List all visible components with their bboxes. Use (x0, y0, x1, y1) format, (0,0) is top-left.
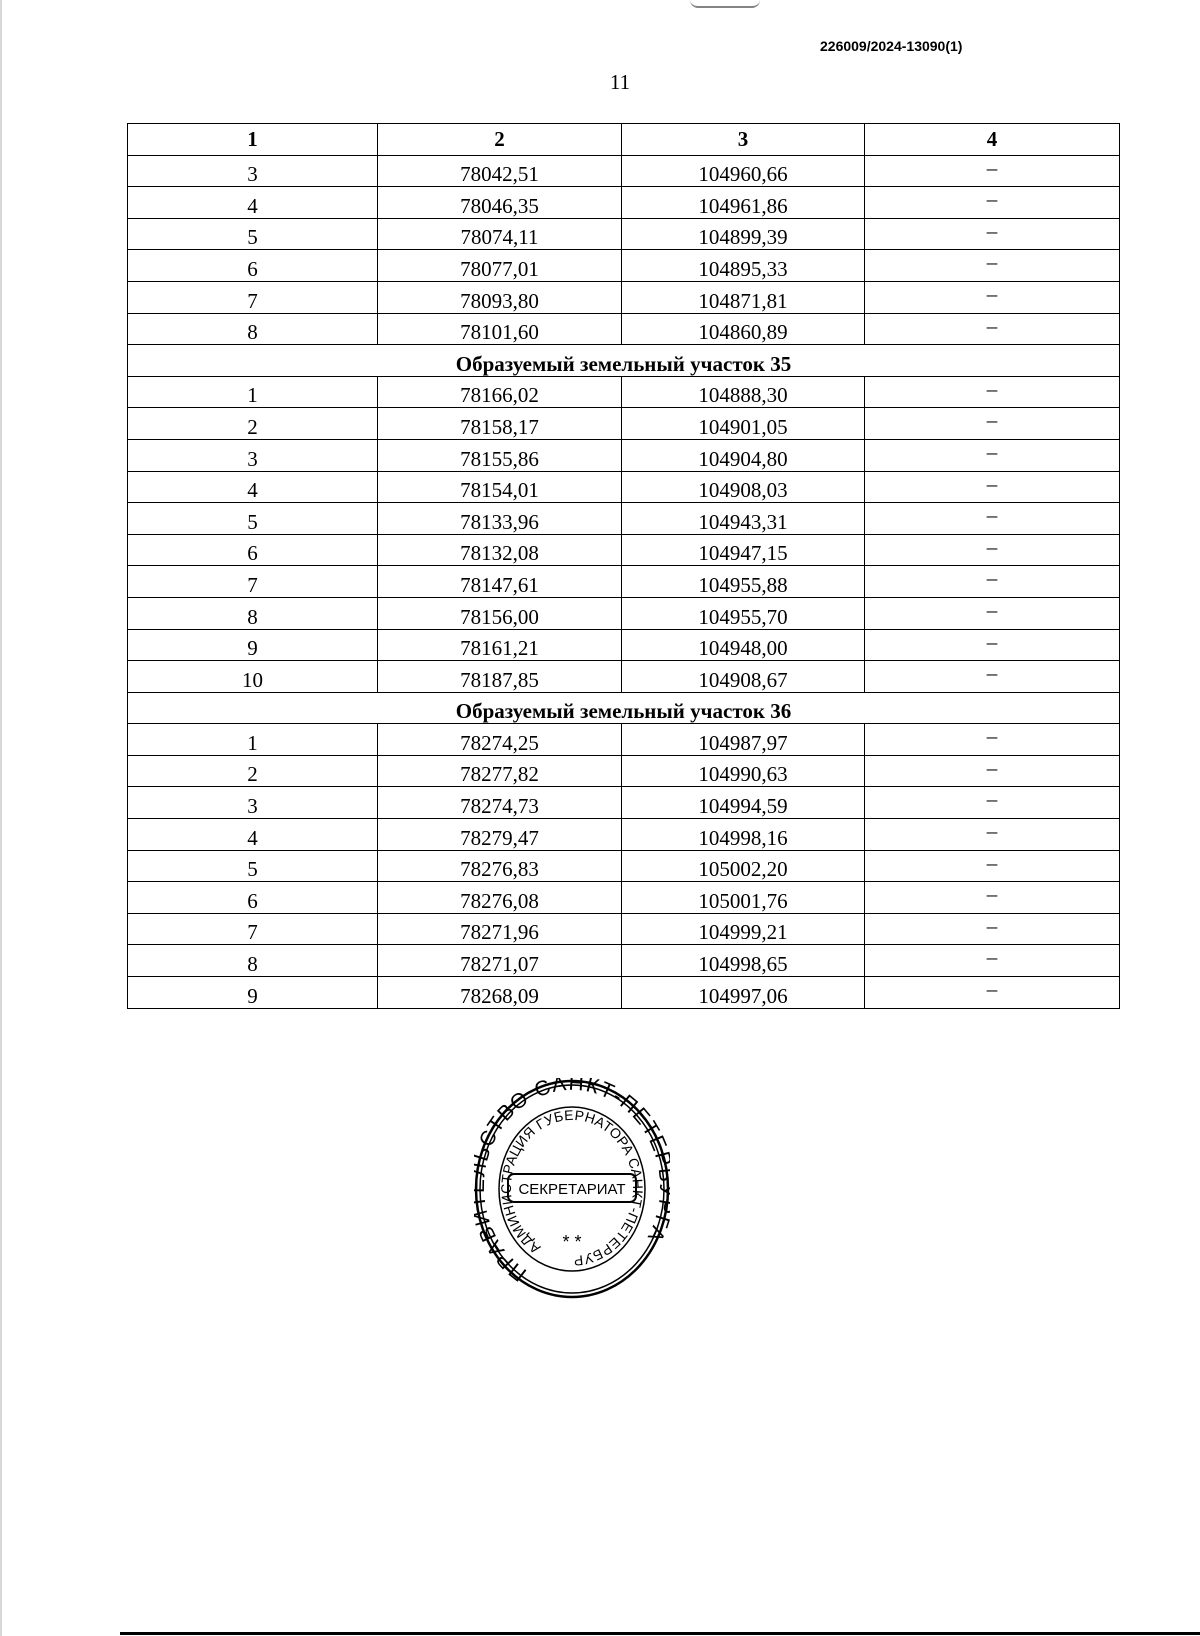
point-number-cell: 6 (128, 250, 378, 282)
point-number-cell: 7 (128, 913, 378, 945)
y-coordinate-cell: 104904,80 (622, 439, 865, 471)
point-number-cell: 9 (128, 629, 378, 661)
x-coordinate-cell: 78133,96 (378, 503, 622, 535)
table-row (128, 597, 1120, 629)
y-coordinate-cell: 104895,33 (622, 250, 865, 282)
table-row (128, 977, 1120, 1009)
x-coordinate-cell: 78132,08 (378, 534, 622, 566)
y-coordinate-cell: 104860,89 (622, 313, 865, 345)
column-4-cell: – (865, 471, 1120, 503)
x-coordinate-cell: 78277,82 (378, 755, 622, 787)
table-body (128, 155, 1120, 1008)
section-heading: Образуемый земельный участок 35 (128, 345, 1120, 377)
column-4-cell: – (865, 850, 1120, 882)
y-coordinate-cell: 104998,65 (622, 945, 865, 977)
column-4-cell: – (865, 313, 1120, 345)
column-4-cell: – (865, 250, 1120, 282)
point-number-cell: 1 (128, 376, 378, 408)
table-row (128, 313, 1120, 345)
point-number-cell: 1 (128, 724, 378, 756)
x-coordinate-cell: 78279,47 (378, 819, 622, 851)
table-row (128, 566, 1120, 598)
column-4-cell: – (865, 913, 1120, 945)
table-row (128, 945, 1120, 977)
point-number-cell: 7 (128, 566, 378, 598)
column-4-cell: – (865, 503, 1120, 535)
page-edge (0, 0, 2, 1636)
table-row (128, 850, 1120, 882)
column-4-cell: – (865, 534, 1120, 566)
column-4-cell: – (865, 439, 1120, 471)
column-4-cell: – (865, 566, 1120, 598)
coordinates-table (127, 123, 1120, 1009)
x-coordinate-cell: 78268,09 (378, 977, 622, 1009)
column-4-cell: – (865, 755, 1120, 787)
point-number-cell: 4 (128, 471, 378, 503)
column-4-cell: – (865, 882, 1120, 914)
y-coordinate-cell: 104955,70 (622, 597, 865, 629)
point-number-cell: 3 (128, 439, 378, 471)
table-row (128, 281, 1120, 313)
table-row (128, 439, 1120, 471)
x-coordinate-cell: 78158,17 (378, 408, 622, 440)
y-coordinate-cell: 104987,97 (622, 724, 865, 756)
x-coordinate-cell: 78156,00 (378, 597, 622, 629)
y-coordinate-cell: 104908,03 (622, 471, 865, 503)
table-row (128, 882, 1120, 914)
column-4-cell: – (865, 408, 1120, 440)
point-number-cell: 2 (128, 408, 378, 440)
y-coordinate-cell: 104955,88 (622, 566, 865, 598)
table-row (128, 724, 1120, 756)
x-coordinate-cell: 78155,86 (378, 439, 622, 471)
seal-center-text: СЕКРЕТАРИАТ (518, 1181, 626, 1198)
section-heading-row (128, 692, 1120, 724)
seal-outer-text: ПРАВ СТВО САНКТ-ПЕТЕ А (474, 1078, 670, 1286)
y-coordinate-cell: 104948,00 (622, 629, 865, 661)
y-coordinate-cell: 104960,66 (622, 155, 865, 187)
point-number-cell: 4 (128, 187, 378, 219)
x-coordinate-cell: 78274,73 (378, 787, 622, 819)
table-row (128, 376, 1120, 408)
point-number-cell: 3 (128, 155, 378, 187)
table-row (128, 250, 1120, 282)
table-row (128, 819, 1120, 851)
y-coordinate-cell: 104961,86 (622, 187, 865, 219)
table-row (128, 534, 1120, 566)
column-4-cell: – (865, 724, 1120, 756)
point-number-cell: 8 (128, 597, 378, 629)
official-seal (474, 1078, 670, 1300)
column-header: 4 (865, 124, 1120, 156)
table-row (128, 408, 1120, 440)
x-coordinate-cell: 78166,02 (378, 376, 622, 408)
y-coordinate-cell: 104998,16 (622, 819, 865, 851)
column-header: 2 (378, 124, 622, 156)
y-coordinate-cell: 104990,63 (622, 755, 865, 787)
x-coordinate-cell: 78042,51 (378, 155, 622, 187)
point-number-cell: 8 (128, 313, 378, 345)
page-number: 11 (609, 70, 631, 94)
point-number-cell: 5 (128, 218, 378, 250)
table-row (128, 503, 1120, 535)
x-coordinate-cell: 78271,96 (378, 913, 622, 945)
y-coordinate-cell: 104997,06 (622, 977, 865, 1009)
point-number-cell: 6 (128, 882, 378, 914)
y-coordinate-cell: 105002,20 (622, 850, 865, 882)
y-coordinate-cell: 105001,76 (622, 882, 865, 914)
table-row (128, 913, 1120, 945)
scan-artifact (690, 0, 760, 8)
column-4-cell: – (865, 661, 1120, 693)
column-4-cell: – (865, 945, 1120, 977)
section-heading: Образуемый земельный участок 36 (128, 692, 1120, 724)
x-coordinate-cell: 78276,83 (378, 850, 622, 882)
point-number-cell: 10 (128, 661, 378, 693)
column-4-cell: – (865, 187, 1120, 219)
point-number-cell: 2 (128, 755, 378, 787)
document-id: 226009/2024-13090(1) (820, 38, 963, 54)
y-coordinate-cell: 104871,81 (622, 281, 865, 313)
column-4-cell: – (865, 218, 1120, 250)
x-coordinate-cell: 78046,35 (378, 187, 622, 219)
x-coordinate-cell: 78271,07 (378, 945, 622, 977)
section-heading-row (128, 345, 1120, 377)
point-number-cell: 8 (128, 945, 378, 977)
x-coordinate-cell: 78093,80 (378, 281, 622, 313)
table-row (128, 187, 1120, 219)
point-number-cell: 7 (128, 281, 378, 313)
y-coordinate-cell: 104943,31 (622, 503, 865, 535)
column-4-cell: – (865, 819, 1120, 851)
column-4-cell: – (865, 787, 1120, 819)
table-row (128, 471, 1120, 503)
column-4-cell: – (865, 597, 1120, 629)
y-coordinate-cell: 104994,59 (622, 787, 865, 819)
table-row (128, 661, 1120, 693)
x-coordinate-cell: 78077,01 (378, 250, 622, 282)
y-coordinate-cell: 104899,39 (622, 218, 865, 250)
x-coordinate-cell: 78101,60 (378, 313, 622, 345)
y-coordinate-cell: 104999,21 (622, 913, 865, 945)
column-4-cell: – (865, 281, 1120, 313)
x-coordinate-cell: 78154,01 (378, 471, 622, 503)
y-coordinate-cell: 104947,15 (622, 534, 865, 566)
seal-inner-text: АДМИНИСТРАЦИЯ ГУБЕРНАТОРА САНКТ-ПЕТЕРБУР (497, 1106, 647, 1270)
point-number-cell: 9 (128, 977, 378, 1009)
table-row (128, 155, 1120, 187)
scan-edge-line (120, 1632, 1200, 1635)
column-4-cell: – (865, 155, 1120, 187)
point-number-cell: 4 (128, 819, 378, 851)
table-header-row (128, 124, 1120, 156)
y-coordinate-cell: 104888,30 (622, 376, 865, 408)
column-header: 3 (622, 124, 865, 156)
point-number-cell: 5 (128, 503, 378, 535)
y-coordinate-cell: 104901,05 (622, 408, 865, 440)
x-coordinate-cell: 78276,08 (378, 882, 622, 914)
x-coordinate-cell: 78147,61 (378, 566, 622, 598)
seal-stars: * * (562, 1232, 582, 1252)
x-coordinate-cell: 78161,21 (378, 629, 622, 661)
point-number-cell: 6 (128, 534, 378, 566)
table-row (128, 218, 1120, 250)
column-header: 1 (128, 124, 378, 156)
x-coordinate-cell: 78074,11 (378, 218, 622, 250)
table-row (128, 629, 1120, 661)
x-coordinate-cell: 78187,85 (378, 661, 622, 693)
point-number-cell: 3 (128, 787, 378, 819)
column-4-cell: – (865, 376, 1120, 408)
column-4-cell: – (865, 629, 1120, 661)
column-4-cell: – (865, 977, 1120, 1009)
y-coordinate-cell: 104908,67 (622, 661, 865, 693)
point-number-cell: 5 (128, 850, 378, 882)
table-row (128, 755, 1120, 787)
table-row (128, 787, 1120, 819)
x-coordinate-cell: 78274,25 (378, 724, 622, 756)
